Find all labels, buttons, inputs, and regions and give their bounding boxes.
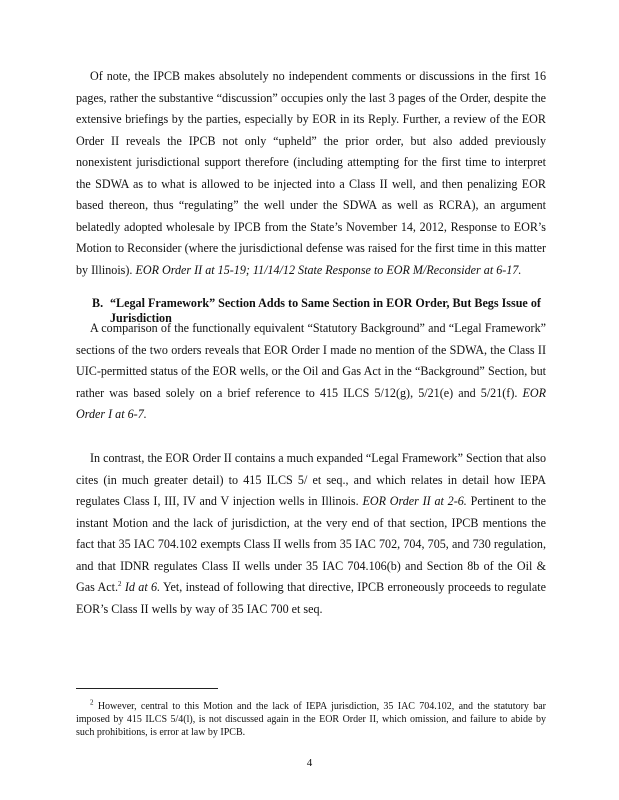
- section-heading-line-2: Jurisdiction: [110, 311, 172, 325]
- footnote-divider: [76, 688, 218, 689]
- paragraph-2-citation: EOR Order I at 6-7.: [76, 385, 546, 421]
- paragraph-3-citation-b: Id at 6.: [124, 580, 161, 594]
- section-heading-letter: B.: [92, 296, 104, 310]
- paragraph-ipcb-discussion: [76, 66, 546, 281]
- paragraph-3-text-a: In contrast, the EOR Order II contains a much expanded “Legal Framework” Section that also cites (in much greater detail) to 415 ILCS 5/ et seq., and which relates in detail how IEPA regulates Class I, III, IV and V injection wells in Illinois.: [76, 451, 546, 508]
- paragraph-3-text-d: Yet, instead of following that directive, IPCB erroneously proceeds to regulate EOR’s Class II wells by way of 35 IAC 700 et seq.: [76, 580, 546, 616]
- paragraph-1-citation: EOR Order II at 15-19; 11/14/12 State Response to EOR M/Reconsider at 6-17.: [135, 262, 522, 277]
- paragraph-1-text: Of note, the IPCB makes absolutely no independent comments or discussions in the first 16 pages, rather the substantive “discussion” occupies only the last 3 pages of the Order, despite the extensive briefings by the parties, especially by EOR in its Reply. Further, a review of the EOR Order II reveals the IPCB not only “upheld” the prior order, but also added previously nonexistent jurisdictional support therefore (including attempting for the first time to interpret the SDWA as to what is allowed to be injected into a Class II well, and then penalizing EOR based thereon, thus “regulating” the well under the SDWA as well as RCRA), an argument belatedly adopted wholesale by IPCB from the State’s November 14, 2012, Response to EOR’s Motion to Reconsider (where the jurisdictional defense was raised for the first time in this matter by Illinois).: [76, 69, 546, 277]
- footnote-text: However, central to this Motion and the lack of IEPA jurisdiction, 35 IAC 704.102, and the statutory bar imposed by 415 ILCS 5/4(l), is not discussed again in the EOR Order II, which omission, and failure to abide by such prohibitions, is error at law by IPCB.: [76, 701, 546, 738]
- footnote-reference-mark[interactable]: 2: [117, 579, 122, 588]
- page-number: 4: [306, 757, 313, 769]
- paragraph-comparison: [76, 318, 546, 426]
- footnote-mark: 2: [90, 698, 94, 707]
- footnote: [76, 700, 546, 739]
- paragraph-contrast: [76, 448, 546, 620]
- paragraph-3-citation-a: EOR Order II at 2-6.: [362, 494, 467, 508]
- paragraph-3-text-b: Pertinent to the instant Motion and the lack of jurisdiction, at the very end of that section, IPCB mentions the fact that 35 IAC 704.102 exempts Class II wells from 35 IAC 702, 704, 705, and 730 regulation, and that IDNR regulates Class II wells under 35 IAC 704.106(b) and Section 8b of the Oil & Gas Act.: [76, 494, 546, 594]
- paragraph-2-text: A comparison of the functionally equivalent “Statutory Background” and “Legal Framework” sections of the two orders reveals that EOR Order I made no mention of the SDWA, the Class II UIC-permitted status of the EOR wells, or the Oil and Gas Act in the “Background” Section, but rather was based solely on a brief reference to 415 ILCS 5/12(g), 5/21(e) and 5/21(f).: [76, 321, 546, 400]
- section-heading-line-1: “Legal Framework” Section Adds to Same Section in EOR Order, But Begs Issue of: [110, 296, 541, 310]
